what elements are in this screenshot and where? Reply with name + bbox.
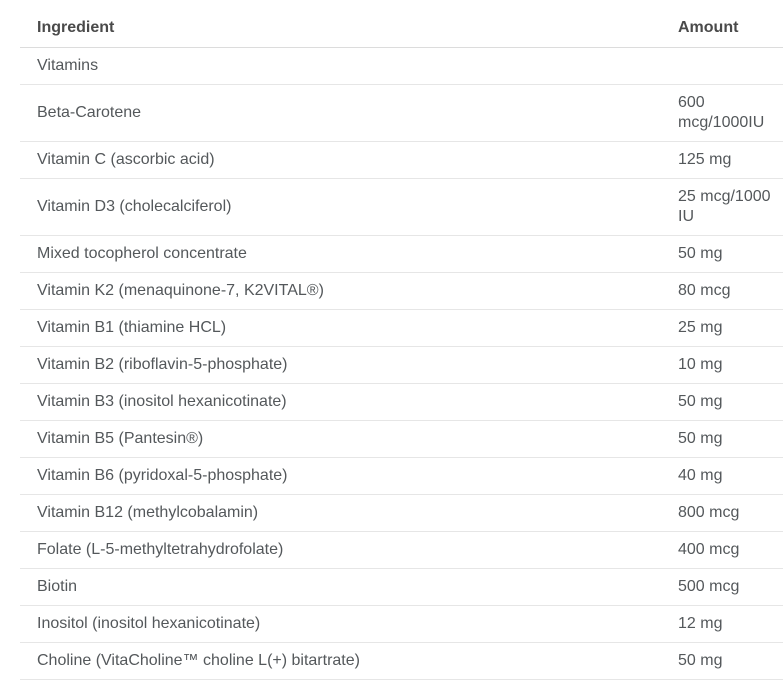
table-row (20, 179, 783, 236)
ingredient-cell: Beta-Carotene (20, 85, 661, 142)
table-row (20, 142, 783, 179)
table-row (20, 495, 783, 532)
table-row (20, 48, 783, 85)
table-row (20, 85, 783, 142)
amount-cell: 50 mg (661, 421, 783, 458)
ingredients-table (20, 4, 783, 680)
ingredient-cell: Vitamin B12 (methylcobalamin) (20, 495, 661, 532)
table-row (20, 458, 783, 495)
table-row (20, 643, 783, 680)
table-body (20, 48, 783, 680)
ingredient-cell: Vitamin K2 (menaquinone-7, K2VITAL®) (20, 273, 661, 310)
ingredient-cell: Inositol (inositol hexanicotinate) (20, 606, 661, 643)
table-row (20, 310, 783, 347)
ingredient-cell: Folate (L-5-methyltetrahydrofolate) (20, 532, 661, 569)
amount-cell: 40 mg (661, 458, 783, 495)
amount-cell: 400 mcg (661, 532, 783, 569)
table-row (20, 569, 783, 606)
amount-cell: 50 mg (661, 236, 783, 273)
amount-cell (661, 48, 783, 85)
ingredient-cell: Mixed tocopherol concentrate (20, 236, 661, 273)
ingredient-cell: Biotin (20, 569, 661, 606)
amount-cell: 125 mg (661, 142, 783, 179)
ingredient-cell: Vitamin B6 (pyridoxal-5-phosphate) (20, 458, 661, 495)
amount-cell: 50 mg (661, 384, 783, 421)
column-header-ingredient: Ingredient (20, 4, 661, 48)
ingredient-cell: Choline (VitaCholine™ choline L(+) bitartrate) (20, 643, 661, 680)
amount-cell: 500 mcg (661, 569, 783, 606)
ingredient-cell: Vitamin B1 (thiamine HCL) (20, 310, 661, 347)
table-row (20, 384, 783, 421)
table-row (20, 532, 783, 569)
ingredient-cell: Vitamin B3 (inositol hexanicotinate) (20, 384, 661, 421)
amount-cell: 80 mcg (661, 273, 783, 310)
amount-cell: 800 mcg (661, 495, 783, 532)
amount-cell: 50 mg (661, 643, 783, 680)
table-row (20, 421, 783, 458)
table-row (20, 236, 783, 273)
ingredient-cell: Vitamin B5 (Pantesin®) (20, 421, 661, 458)
ingredient-cell: Vitamin C (ascorbic acid) (20, 142, 661, 179)
column-header-amount: Amount (661, 4, 783, 48)
amount-cell: 12 mg (661, 606, 783, 643)
table-header-row (20, 4, 783, 48)
amount-cell: 25 mcg/1000 IU (661, 179, 783, 236)
amount-cell: 25 mg (661, 310, 783, 347)
ingredient-cell: Vitamins (20, 48, 661, 85)
ingredient-cell: Vitamin B2 (riboflavin-5-phosphate) (20, 347, 661, 384)
table-row (20, 273, 783, 310)
table-row (20, 606, 783, 643)
table-row (20, 347, 783, 384)
amount-cell: 600 mcg/1000IU (661, 85, 783, 142)
ingredient-cell: Vitamin D3 (cholecalciferol) (20, 179, 661, 236)
amount-cell: 10 mg (661, 347, 783, 384)
